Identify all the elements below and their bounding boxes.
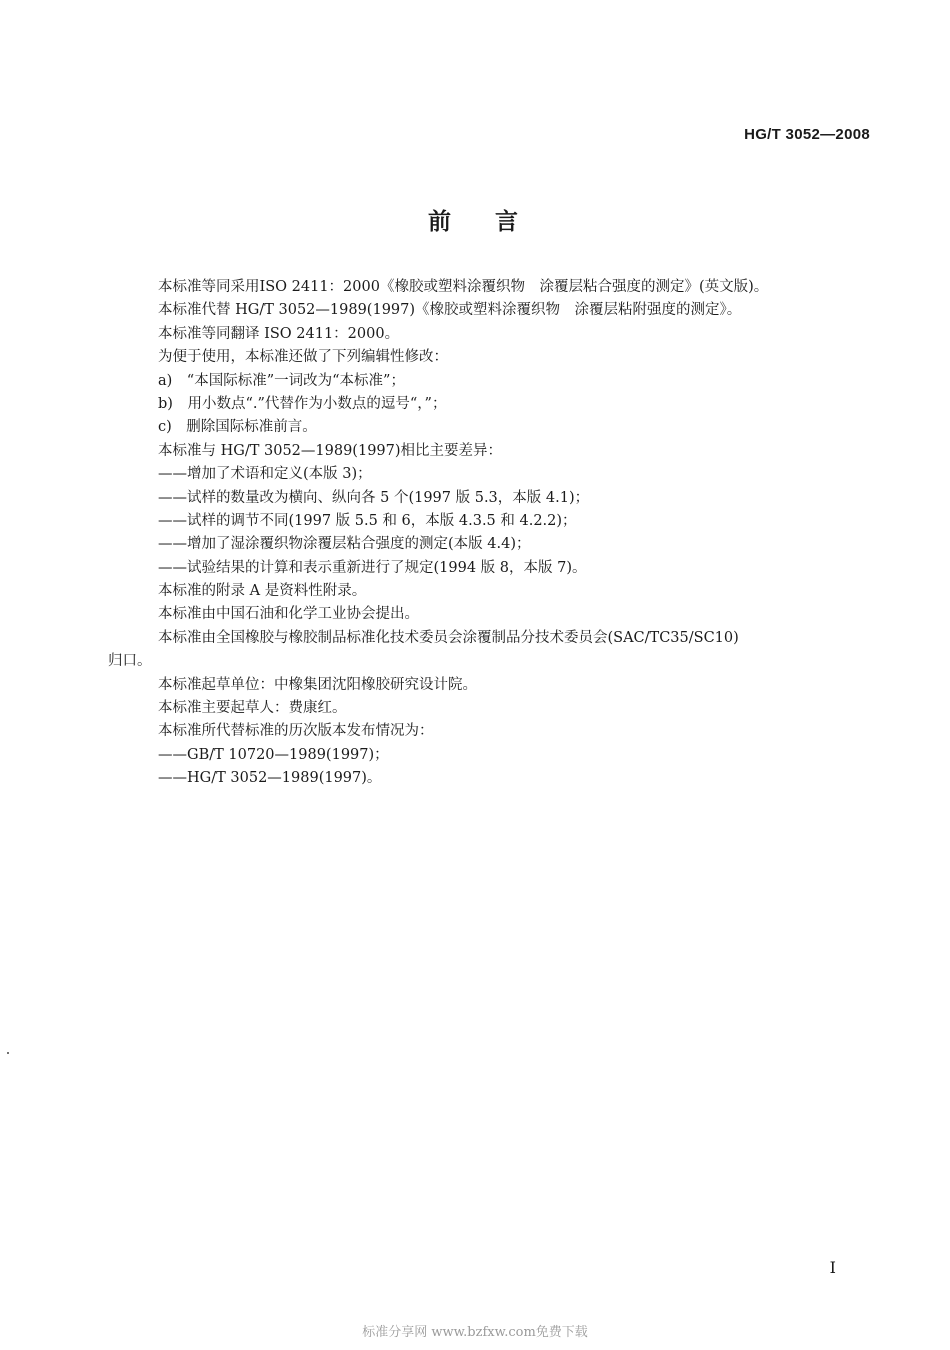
paragraph: 本标准由中国石油和化学工业协会提出。 xyxy=(158,606,419,623)
paragraph-continuation: 归口。 xyxy=(108,653,152,670)
paragraph: 本标准由全国橡胶与橡胶制品标准化技术委员会涂覆制品分技术委员会(SAC/TC35/SC10) xyxy=(158,629,739,646)
list-item: ——增加了湿涂覆织物涂覆层粘合强度的测定(本版 4.4)； xyxy=(158,536,531,553)
preface-body xyxy=(108,276,868,791)
list-item: ——增加了术语和定义(本版 3)； xyxy=(158,466,372,483)
paragraph: 本标准与 HG/T 3052—1989(1997)相比主要差异： xyxy=(158,442,503,459)
page-title: 前言 xyxy=(428,208,562,235)
paragraph: 本标准主要起草人：费康红。 xyxy=(158,700,347,717)
list-item: b) 用小数点“.”代替作为小数点的逗号“，”； xyxy=(158,395,447,412)
standard-code: HG/T 3052—2008 xyxy=(744,126,870,143)
list-item: ——试样的数量改为横向、纵向各 5 个(1997 版 5.3，本版 4.1)； xyxy=(158,489,590,506)
list-item: ——GB/T 10720—1989(1997)； xyxy=(158,746,389,763)
paragraph: 本标准代替 HG/T 3052—1989(1997)《橡胶或塑料涂覆织物 涂覆层粘附强度的测定》。 xyxy=(158,302,742,319)
list-item: a) “本国际标准”一词改为“本标准”； xyxy=(158,372,405,389)
watermark: 标准分享网 www.bzfxw.com免费下载 xyxy=(362,1325,588,1340)
paragraph: 本标准的附录 A 是资料性附录。 xyxy=(158,583,367,600)
paragraph: 为便于使用，本标准还做了下列编辑性修改： xyxy=(158,349,448,366)
paragraph: 本标准起草单位：中橡集团沈阳橡胶研究设计院。 xyxy=(158,676,477,693)
paragraph: 本标准等同翻译 ISO 2411：2000。 xyxy=(158,325,400,342)
list-item: c) 删除国际标准前言。 xyxy=(158,419,317,436)
list-item: ——试样的调节不同(1997 版 5.5 和 6，本版 4.3.5 和 4.2.2)； xyxy=(158,512,577,529)
paragraph: 本标准所代替标准的历次版本发布情况为： xyxy=(158,723,434,740)
list-item: ——HG/T 3052—1989(1997)。 xyxy=(158,770,382,787)
page-number: I xyxy=(829,1258,836,1277)
paragraph: 本标准等同采用ISO 2411：2000《橡胶或塑料涂覆织物 涂覆层粘合强度的测定》(英文版)。 xyxy=(158,279,769,295)
scan-speck xyxy=(7,1052,9,1054)
list-item: ——试验结果的计算和表示重新进行了规定(1994 版 8，本版 7)。 xyxy=(158,559,587,576)
